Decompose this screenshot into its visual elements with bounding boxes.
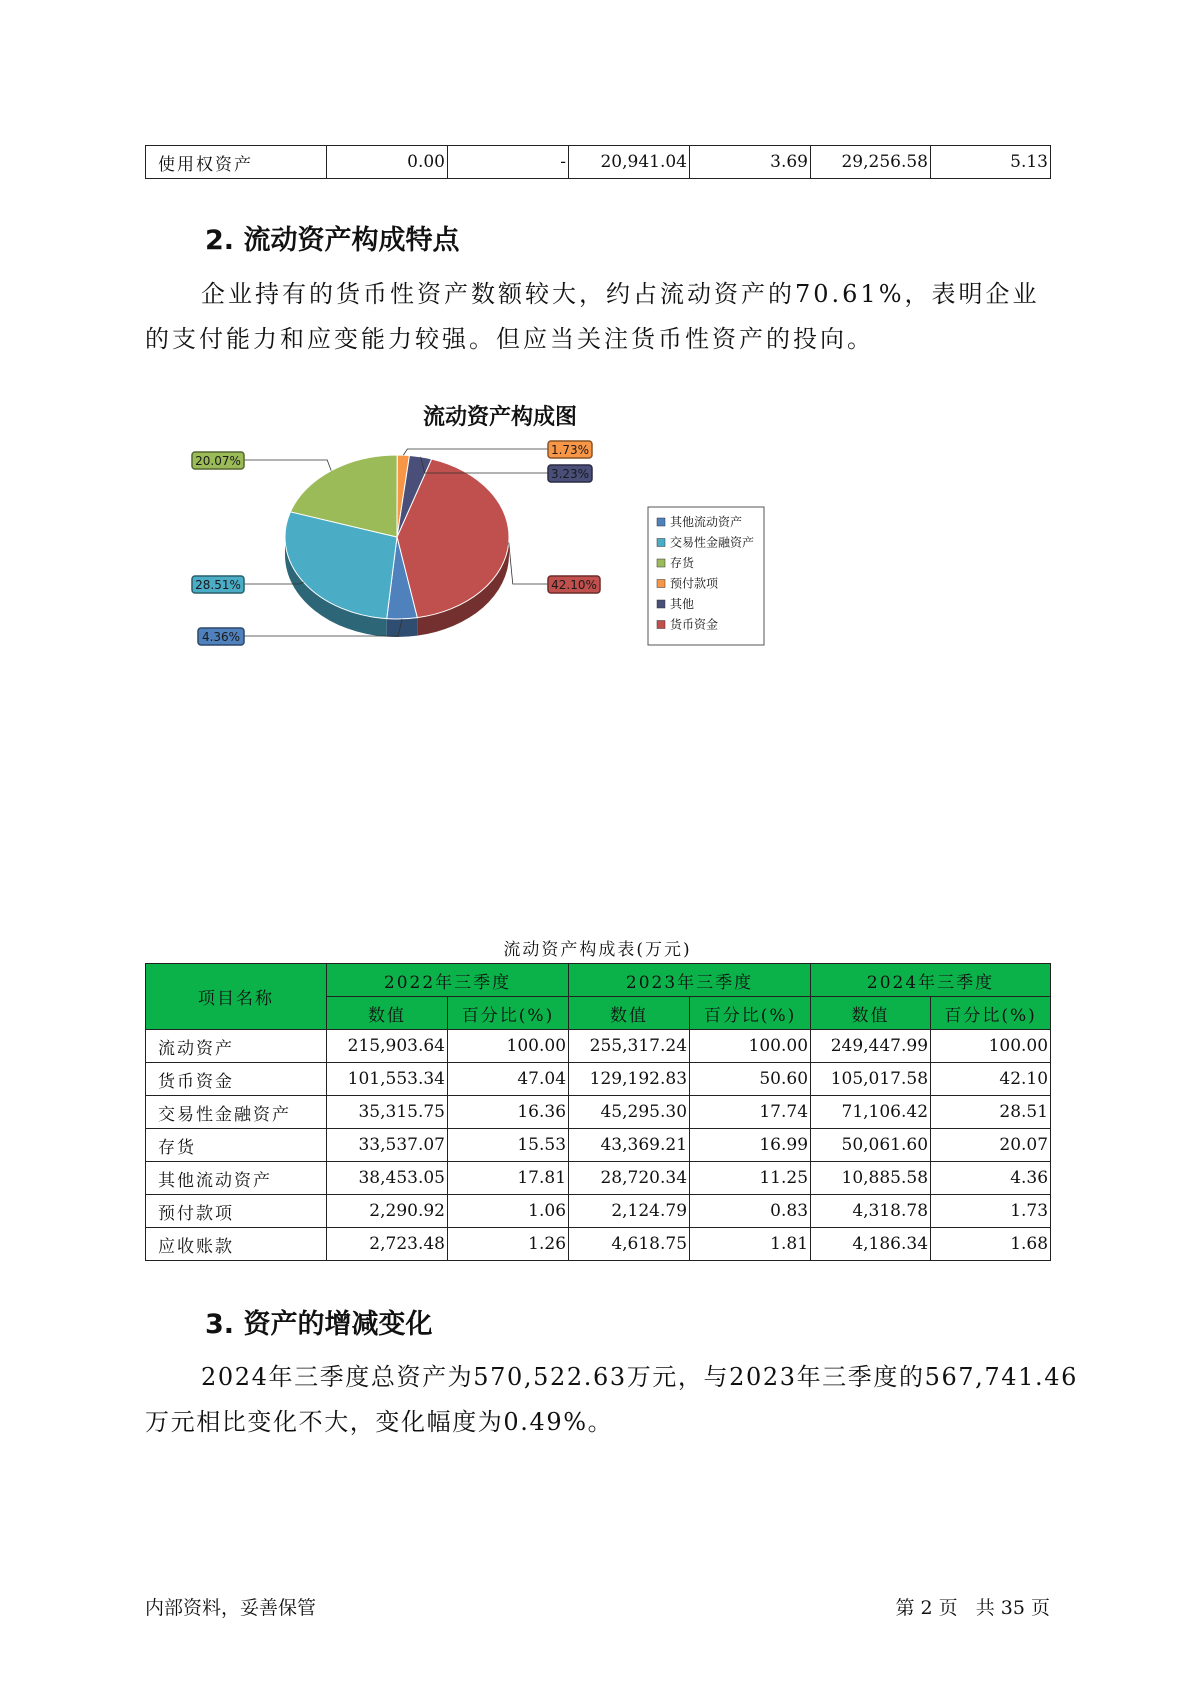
data-label: 3.23% [550, 467, 590, 481]
cell-percent: 1.06 [448, 1195, 569, 1228]
callout-line [242, 460, 331, 471]
table-row [146, 1030, 1051, 1063]
row-name: 应收账款 [146, 1228, 327, 1261]
cell-value: 33,537.07 [327, 1129, 448, 1162]
legend-swatch [657, 518, 665, 526]
paragraph-line: 万元相比变化不大，变化幅度为0.49%。 [145, 1408, 614, 1436]
cell-percent: 15.53 [448, 1129, 569, 1162]
cell-value: 38,453.05 [327, 1162, 448, 1195]
callout-line [509, 542, 548, 584]
cell-value: 129,192.83 [569, 1063, 690, 1096]
cell-percent: 50.60 [690, 1063, 811, 1096]
cell-percent: 1.26 [448, 1228, 569, 1261]
legend-swatch [657, 580, 665, 588]
header-value: 数值 [811, 997, 931, 1030]
pie-chart [190, 400, 850, 710]
cell-value: 2,290.92 [327, 1195, 448, 1228]
cell-percent: 1.81 [690, 1228, 811, 1261]
cell-value: 2,723.48 [327, 1228, 448, 1261]
cell-value: 215,903.64 [327, 1030, 448, 1063]
cell-percent: 100.00 [690, 1030, 811, 1063]
cell-percent: 11.25 [690, 1162, 811, 1195]
section3-paragraph [145, 1355, 1085, 1445]
legend-label: 交易性金融资产 [670, 535, 755, 550]
table-row [146, 1195, 1051, 1228]
cell-percent: 17.81 [448, 1162, 569, 1195]
current-assets-table [145, 963, 1051, 1261]
cell-percent: 16.99 [690, 1129, 811, 1162]
row-name: 预付款项 [146, 1195, 327, 1228]
cell-value: 4,618.75 [569, 1228, 690, 1261]
cell-value: 4,318.78 [811, 1195, 931, 1228]
chart-title: 流动资产构成图 [422, 405, 577, 430]
data-label: 1.73% [550, 443, 590, 457]
data-label: 28.51% [195, 578, 241, 592]
row-name: 使用权资产 [146, 146, 327, 179]
cell-value: 101,553.34 [327, 1063, 448, 1096]
legend-label: 存货 [670, 556, 695, 570]
section2-paragraph [145, 272, 1050, 362]
header-period: 2022年三季度 [327, 964, 569, 997]
cell-value: 10,885.58 [811, 1162, 931, 1195]
legend-label: 其他流动资产 [670, 515, 743, 529]
cell-value: 71,106.42 [811, 1096, 931, 1129]
table-row: 使用权资产 0.00 - 20,941.04 3.69 29,256.58 5.13 [146, 146, 1051, 179]
data-label: 4.36% [201, 630, 241, 644]
header-item-name: 项目名称 [146, 964, 327, 1030]
legend-label: 货币资金 [670, 617, 719, 632]
cell-percent: 4.36 [931, 1162, 1051, 1195]
row-name: 其他流动资产 [146, 1162, 327, 1195]
legend-swatch [657, 600, 665, 608]
header-period: 2024年三季度 [811, 964, 1051, 997]
cell-value: 4,186.34 [811, 1228, 931, 1261]
cell-value: 28,720.34 [569, 1162, 690, 1195]
cell-percent: 100.00 [448, 1030, 569, 1063]
row-name: 货币资金 [146, 1063, 327, 1096]
paragraph-line: 2024年三季度总资产为570,522.63万元，与2023年三季度的567,741.46 [201, 1363, 1078, 1391]
table-row [146, 1063, 1051, 1096]
cell-value: 2,124.79 [569, 1195, 690, 1228]
legend-swatch [657, 621, 665, 629]
header-row [146, 964, 1051, 997]
cell-percent: 28.51 [931, 1096, 1051, 1129]
footer-left: 内部资料，妥善保管 [145, 1597, 317, 1619]
cell-percent: 1.68 [931, 1228, 1051, 1261]
header-percent: 百分比(%) [931, 997, 1051, 1030]
legend-swatch [657, 539, 665, 547]
cell-value: 249,447.99 [811, 1030, 931, 1063]
pie-svg [190, 400, 850, 710]
cell-percent: 16.36 [448, 1096, 569, 1129]
cell-value: 43,369.21 [569, 1129, 690, 1162]
top-table [145, 145, 1051, 179]
table-row [146, 1162, 1051, 1195]
header-value: 数值 [327, 997, 448, 1030]
cell-percent: 1.73 [931, 1195, 1051, 1228]
table-row [146, 1228, 1051, 1261]
row-name: 流动资产 [146, 1030, 327, 1063]
paragraph-line: 企业持有的货币性资产数额较大，约占流动资产的70.61%，表明企业 [201, 280, 1040, 308]
cell-value: 45,295.30 [569, 1096, 690, 1129]
data-label: 20.07% [195, 454, 241, 468]
legend-label: 其他 [670, 597, 695, 611]
header-percent: 百分比(%) [448, 997, 569, 1030]
legend-swatch [657, 559, 665, 567]
table-row [146, 1129, 1051, 1162]
data-label: 42.10% [551, 578, 597, 592]
cell-percent: 0.83 [690, 1195, 811, 1228]
section2-heading: 2. 流动资产构成特点 [205, 225, 460, 256]
cell-value: 50,061.60 [811, 1129, 931, 1162]
cell-percent: 42.10 [931, 1063, 1051, 1096]
cell-percent: 100.00 [931, 1030, 1051, 1063]
section3-heading: 3. 资产的增减变化 [205, 1309, 433, 1340]
table-caption: 流动资产构成表(万元) [503, 940, 692, 960]
cell-percent: 47.04 [448, 1063, 569, 1096]
legend-label: 预付款项 [670, 576, 719, 591]
table-body [146, 1030, 1051, 1261]
cell-value: 35,315.75 [327, 1096, 448, 1129]
cell-percent: 20.07 [931, 1129, 1051, 1162]
cell-percent: 17.74 [690, 1096, 811, 1129]
row-name: 交易性金融资产 [146, 1096, 327, 1129]
header-percent: 百分比(%) [690, 997, 811, 1030]
footer-page-number: 第 2 页 共 35 页 [895, 1597, 1050, 1619]
header-value: 数值 [569, 997, 690, 1030]
table-row [146, 1096, 1051, 1129]
cell-value: 255,317.24 [569, 1030, 690, 1063]
header-period: 2023年三季度 [569, 964, 811, 997]
cell-value: 105,017.58 [811, 1063, 931, 1096]
row-name: 存货 [146, 1129, 327, 1162]
paragraph-line: 的支付能力和应变能力较强。但应当关注货币性资产的投向。 [145, 325, 874, 353]
callout-line [403, 449, 548, 455]
